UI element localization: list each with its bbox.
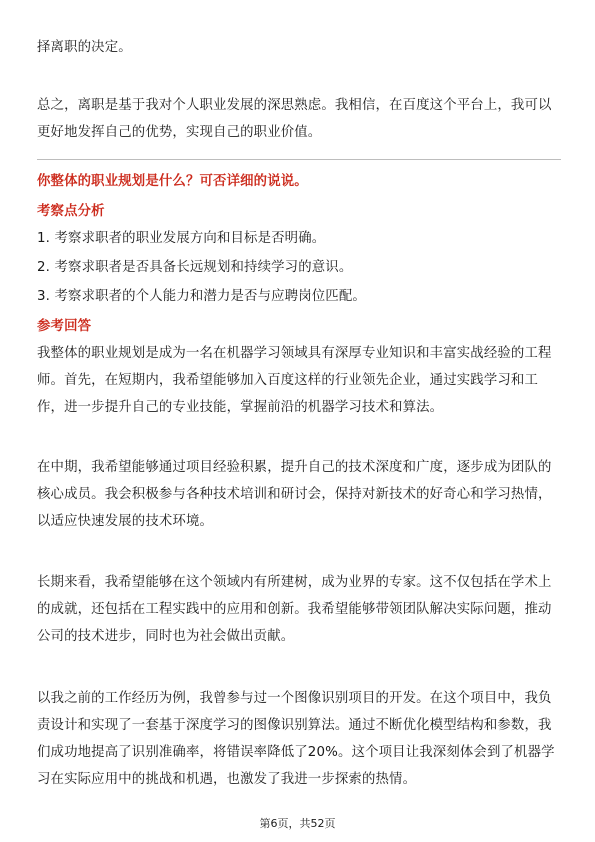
section-divider — [37, 159, 561, 160]
analysis-point: 1. 考察求职者的职业发展方向和目标是否明确。 — [37, 231, 326, 246]
intro-tail-text: 择离职的决定。 — [37, 40, 132, 55]
analysis-heading: 考察点分析 — [37, 204, 105, 219]
answer-paragraph: 长期来看，我希望能够在这个领域内有所建树，成为业界的专家。这不仅包括在学术上的成就，还包括在工程实践中的应用和创新。我希望能够带领团队解决实际问题，推动公司的技术进步，同时也为社会做出贡献。 — [37, 575, 552, 644]
answer-paragraph: 以我之前的工作经历为例，我曾参与过一个图像识别项目的开发。在这个项目中，我负责设计和实现了一套基于深度学习的图像识别算法。通过不断优化模型结构和参数，我们成功地提高了识别准确率，将错误率降低了20%。这个项目让我深刻体会到了机器学习在实际应用中的挑战和机遇，也激发了我进一步探索的热情。 — [37, 691, 555, 787]
analysis-point: 2. 考察求职者是否具备长远规划和持续学习的意识。 — [37, 260, 353, 275]
answer-paragraph: 在中期，我希望能够通过项目经验积累，提升自己的技术深度和广度，逐步成为团队的核心成员。我会积极参与各种技术培训和研讨会，保持对新技术的好奇心和学习热情，以适应快速发展的技术环境。 — [37, 460, 552, 529]
answer-heading: 参考回答 — [37, 319, 92, 334]
analysis-point: 3. 考察求职者的个人能力和潜力是否与应聘岗位匹配。 — [37, 289, 366, 304]
question-title: 你整体的职业规划是什么？可否详细的说说。 — [37, 174, 308, 189]
summary-paragraph: 总之，离职是基于我对个人职业发展的深思熟虑。我相信，在百度这个平台上，我可以更好地发挥自己的优势，实现自己的职业价值。 — [37, 98, 552, 140]
answer-paragraph: 我整体的职业规划是成为一名在机器学习领域具有深厚专业知识和丰富实战经验的工程师。首先，在短期内，我希望能够加入百度这样的行业领先企业，通过实践学习和工作，进一步提升自己的专业技能，掌握前沿的机器学习技术和算法。 — [37, 346, 552, 415]
page-number: 第6页，共52页 — [259, 817, 336, 830]
